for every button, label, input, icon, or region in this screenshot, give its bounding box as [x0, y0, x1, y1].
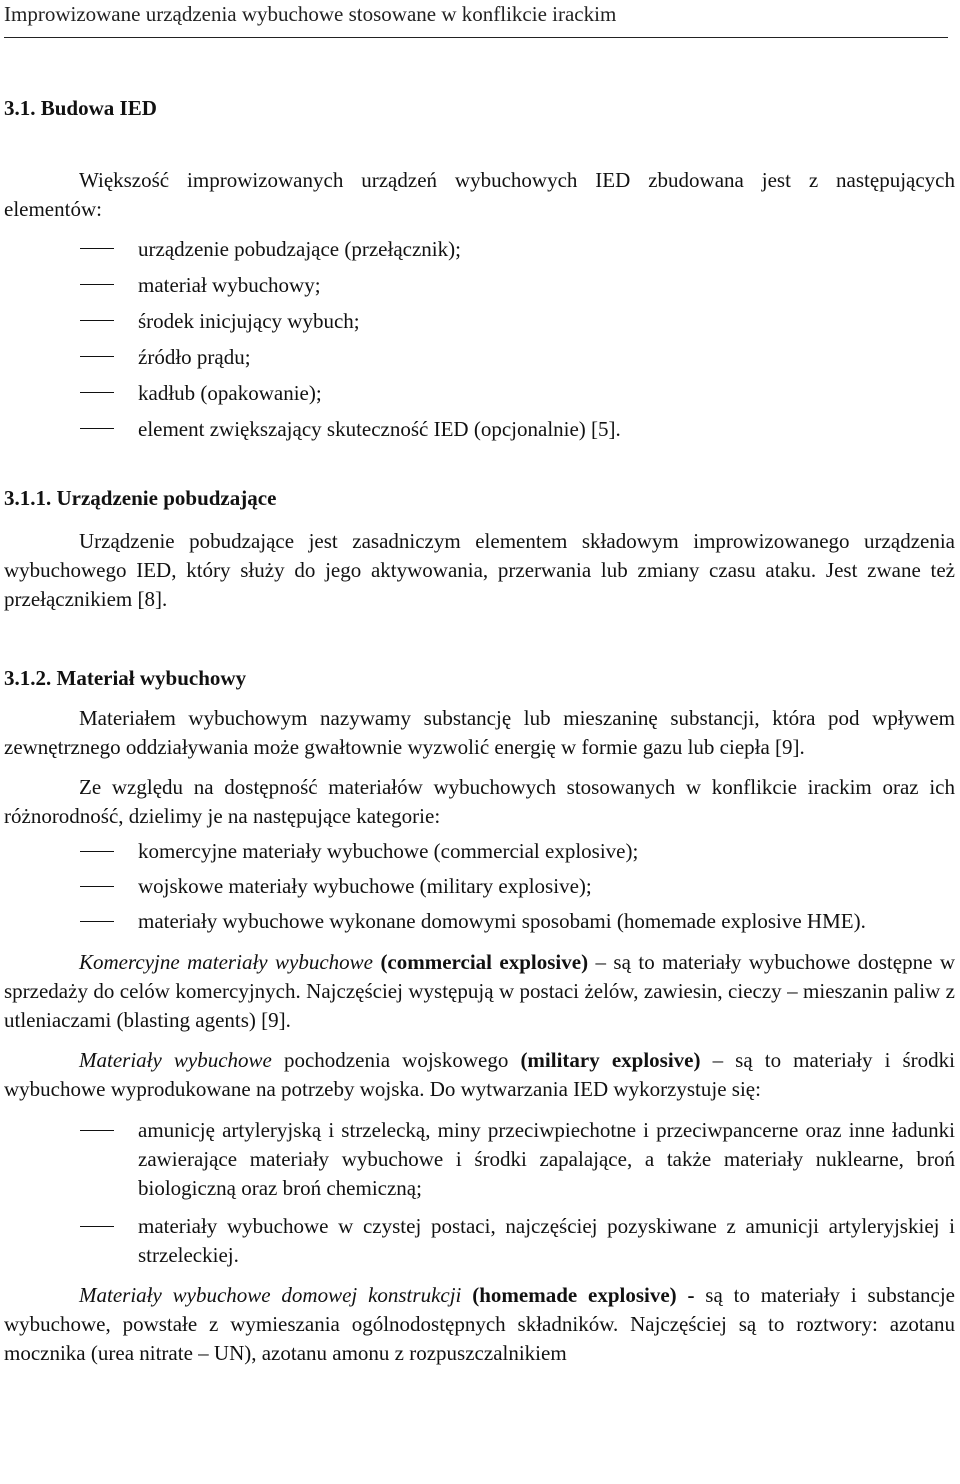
paragraph: Urządzenie pobudzające jest zasadniczym elementem składowym improwizowanego urządzenia wybuchowego IED, który służy do jego aktywowania, przerwania lub zmiany czasu ataku. Jest zwane też przełącznikiem [8].	[4, 529, 955, 611]
document-body	[4, 94, 955, 1368]
dash-bullet	[80, 356, 114, 357]
list-item: amunicję artyleryjską i strzelecką, miny przeciwpiechotne i przeciwpancerne oraz inne ładunki zawierające materiały wybuchowe i środki zapalające, a także materiały nuklearne, broń biologiczną oraz broń chemiczną;	[4, 1116, 955, 1203]
list-item: komercyjne materiały wybuchowe (commercial explosive);	[4, 837, 955, 866]
dash-bullet	[80, 886, 114, 887]
paragraph: Materiałem wybuchowym nazywamy substancję lub mieszaninę substancji, która pod wpływem zewnętrznego oddziaływania może gwałtownie wyzwolić energię w formie gazu lub ciepła [9].	[4, 706, 955, 759]
paragraph-military: Materiały wybuchowe pochodzenia wojskowego (military explosive) – są to materiały i środki wybuchowe wyprodukowane na potrzeby wojska. Do wytwarzania IED wykorzystuje się:	[4, 1048, 955, 1101]
dash-bullet	[80, 248, 114, 249]
dash-bullet	[80, 392, 114, 393]
dash-bullet	[80, 1226, 114, 1227]
english-term: (commercial explosive)	[380, 950, 589, 974]
section-heading-3-1-1: 3.1.1. Urządzenie pobudzające	[4, 486, 277, 510]
section-heading-3-1-2: 3.1.2. Materiał wybuchowy	[4, 666, 247, 690]
list-item: materiał wybuchowy;	[4, 267, 955, 303]
military-sources-list	[4, 1116, 955, 1270]
section-heading-3-1: 3.1. Budowa IED	[4, 96, 157, 120]
list-item: środek inicjujący wybuch;	[4, 303, 955, 339]
list-item: źródło prądu;	[4, 339, 955, 375]
term: Materiały wybuchowe	[79, 1048, 272, 1072]
dash-bullet	[80, 921, 114, 922]
list-item: materiały wybuchowe w czystej postaci, najczęściej pozyskiwane z amunicji artyleryjskiej i strzeleckiej.	[4, 1212, 955, 1270]
ied-components-list	[4, 231, 955, 447]
term: Materiały wybuchowe domowej konstrukcji	[79, 1283, 462, 1307]
section-intro: Większość improwizowanych urządzeń wybuchowych IED zbudowana jest z następujących elementów:	[4, 168, 955, 221]
paragraph-homemade: Materiały wybuchowe domowej konstrukcji (homemade explosive) - są to materiały i substancje wybuchowe, powstałe z wymieszania ogólnodostępnych składników. Najczęściej są to roztwory: azotanu mocznika (urea nitrate – UN), azotanu amonu z rozpuszczalnikiem	[4, 1283, 955, 1365]
list-item: element zwiększający skuteczność IED (opcjonalnie) [5].	[4, 411, 955, 447]
english-term: (homemade explosive) -	[472, 1283, 695, 1307]
running-header	[4, 1, 948, 38]
dash-bullet	[80, 320, 114, 321]
term: Komercyjne materiały wybuchowe	[79, 950, 373, 974]
dash-bullet	[80, 284, 114, 285]
paragraph: Ze względu na dostępność materiałów wybuchowych stosowanych w konflikcie irackim oraz ich różnorodność, dzielimy je na następujące kategorie:	[4, 775, 955, 828]
english-term: (military explosive)	[520, 1048, 701, 1072]
dash-bullet	[80, 1130, 114, 1131]
list-item: wojskowe materiały wybuchowe (military explosive);	[4, 872, 955, 901]
dash-bullet	[80, 428, 114, 429]
dash-bullet	[80, 851, 114, 852]
list-item: urządzenie pobudzające (przełącznik);	[4, 231, 955, 267]
list-item: kadłub (opakowanie);	[4, 375, 955, 411]
paragraph-commercial: Komercyjne materiały wybuchowe (commercial explosive) – są to materiały wybuchowe dostępne w sprzedaży do celów komercyjnych. Najczęściej występują w postaci żelów, zawiesin, cieczy – mieszanin paliw z utleniaczami (blasting agents) [9].	[4, 950, 955, 1032]
header-title: Improwizowane urządzenia wybuchowe stosowane w konflikcie irackim	[4, 2, 617, 26]
list-item: materiały wybuchowe wykonane domowymi sposobami (homemade explosive HME).	[4, 907, 955, 936]
explosive-categories-list	[4, 837, 955, 936]
